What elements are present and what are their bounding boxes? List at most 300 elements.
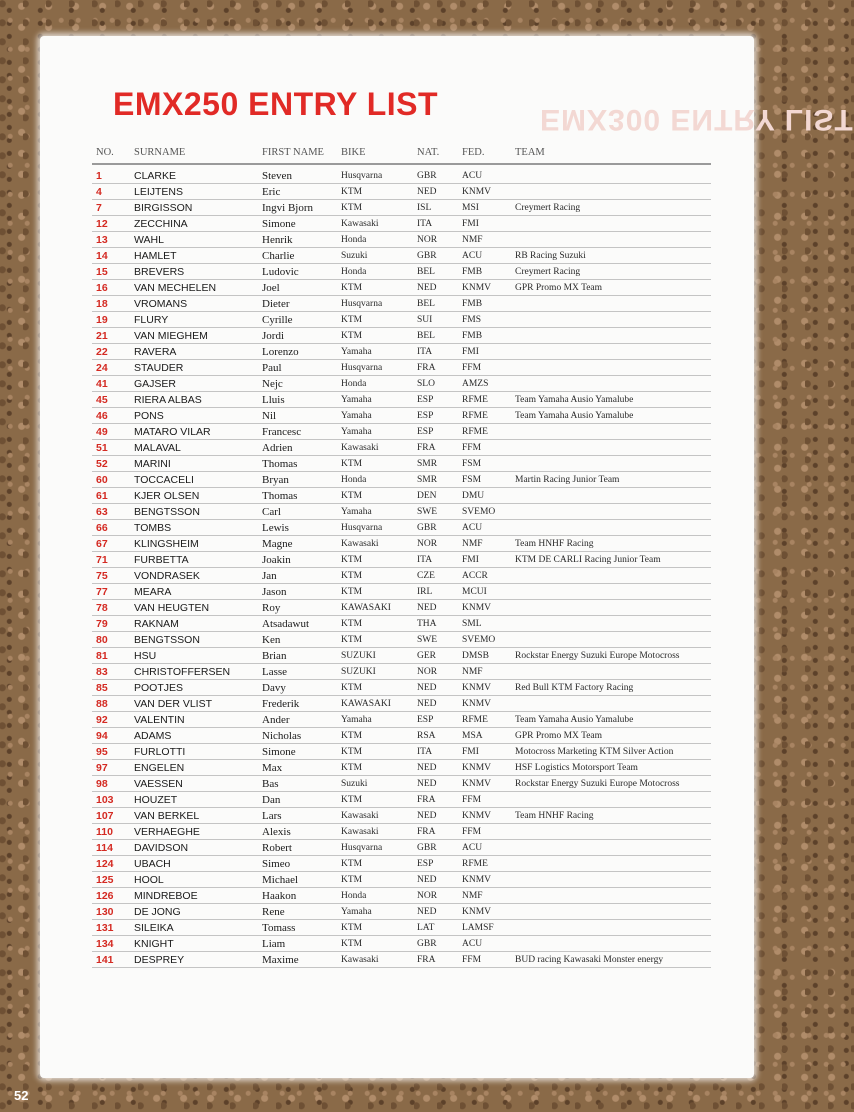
- rider-first-name: Adrien: [262, 442, 293, 454]
- rider-first-name: Steven: [262, 170, 292, 182]
- rider-first-name: Nicholas: [262, 730, 302, 742]
- rider-number: 130: [96, 906, 114, 918]
- rider-number: 77: [96, 586, 108, 598]
- table-row: [92, 952, 711, 968]
- rider-nationality: NED: [417, 699, 437, 709]
- rider-nationality: ITA: [417, 747, 433, 757]
- rider-surname: DAVIDSON: [134, 842, 189, 854]
- rider-surname: VAN MIEGHEM: [134, 330, 208, 342]
- rider-bike: KTM: [341, 795, 363, 805]
- rider-nationality: ESP: [417, 427, 434, 437]
- rider-nationality: ITA: [417, 555, 433, 565]
- table-row: [92, 616, 711, 632]
- rider-bike: Honda: [341, 475, 367, 485]
- rider-surname: MATARO VILAR: [134, 426, 211, 438]
- rider-surname: BENGTSSON: [134, 634, 200, 646]
- table-row: [92, 680, 711, 696]
- rider-nationality: ISL: [417, 203, 432, 213]
- rider-nationality: IRL: [417, 587, 433, 597]
- rider-number: 22: [96, 346, 108, 358]
- rider-number: 95: [96, 746, 108, 758]
- rider-bike: KTM: [341, 315, 363, 325]
- rider-bike: Yamaha: [341, 347, 372, 357]
- rider-number: 78: [96, 602, 108, 614]
- rider-bike: Honda: [341, 891, 367, 901]
- rider-bike: Yamaha: [341, 907, 372, 917]
- rider-first-name: Ingvi Bjorn: [262, 202, 314, 214]
- rider-team: BUD racing Kawasaki Monster energy: [515, 955, 664, 965]
- rider-first-name: Maxime: [262, 954, 299, 966]
- rider-bike: KAWASAKI: [341, 603, 391, 613]
- rider-bike: KTM: [341, 875, 363, 885]
- rider-team: Team HNHF Racing: [515, 811, 594, 821]
- table-row: [92, 312, 711, 328]
- header-team: TEAM: [515, 146, 545, 158]
- header-nat: NAT.: [417, 146, 440, 158]
- rider-surname: CLARKE: [134, 170, 177, 182]
- rider-surname: HOUZET: [134, 794, 178, 806]
- rider-first-name: Dan: [262, 794, 281, 806]
- rider-federation: KNMV: [462, 699, 492, 709]
- rider-bike: Yamaha: [341, 427, 372, 437]
- table-row: [92, 904, 711, 920]
- rider-bike: Yamaha: [341, 395, 372, 405]
- rider-federation: LAMSF: [462, 923, 494, 933]
- rider-first-name: Frederik: [262, 698, 300, 710]
- rider-federation: FMI: [462, 347, 479, 357]
- rider-number: 79: [96, 618, 108, 630]
- rider-federation: KNMV: [462, 875, 492, 885]
- header-fed: FED.: [462, 146, 485, 158]
- rider-federation: KNMV: [462, 187, 492, 197]
- rider-number: 14: [96, 250, 108, 262]
- rider-nationality: NED: [417, 683, 437, 693]
- rider-bike: KTM: [341, 459, 363, 469]
- rider-number: 107: [96, 810, 114, 822]
- rider-surname: KJER OLSEN: [134, 490, 200, 502]
- rider-surname: KNIGHT: [134, 938, 174, 950]
- rider-federation: KNMV: [462, 811, 492, 821]
- rider-team: Creymert Racing: [515, 267, 581, 277]
- rider-federation: MSI: [462, 203, 479, 213]
- rider-federation: KNMV: [462, 603, 492, 613]
- rider-bike: Husqvarna: [341, 299, 383, 309]
- table-row: [92, 744, 711, 760]
- rider-nationality: NED: [417, 907, 437, 917]
- rider-number: 51: [96, 442, 108, 454]
- rider-federation: ACU: [462, 939, 483, 949]
- rider-bike: Husqvarna: [341, 171, 383, 181]
- rider-surname: DE JONG: [134, 906, 181, 918]
- table-row: [92, 184, 711, 200]
- rider-federation: ACU: [462, 251, 483, 261]
- rider-nationality: NED: [417, 763, 437, 773]
- rider-federation: FMB: [462, 299, 483, 309]
- rider-number: 85: [96, 682, 108, 694]
- rider-nationality: NOR: [417, 539, 438, 549]
- rider-federation: DMU: [462, 491, 485, 501]
- rider-federation: DMSB: [462, 651, 489, 661]
- rider-nationality: DEN: [417, 491, 437, 501]
- rider-federation: RFME: [462, 427, 488, 437]
- rider-first-name: Robert: [262, 842, 292, 854]
- rider-bike: SUZUKI: [341, 667, 376, 677]
- rider-federation: NMF: [462, 235, 483, 245]
- rider-federation: ACU: [462, 171, 483, 181]
- rider-team: Rockstar Energy Suzuki Europe Motocross: [515, 779, 680, 789]
- rider-federation: NMF: [462, 667, 483, 677]
- rider-team: Team Yamaha Ausio Yamalube: [515, 395, 634, 405]
- rider-number: 66: [96, 522, 108, 534]
- rider-federation: NMF: [462, 891, 483, 901]
- rider-bike: KTM: [341, 571, 363, 581]
- rider-first-name: Henrik: [262, 234, 293, 246]
- rider-surname: STAUDER: [134, 362, 184, 374]
- rider-number: 81: [96, 650, 108, 662]
- table-row: [92, 664, 711, 680]
- rider-bike: KTM: [341, 331, 363, 341]
- rider-federation: RFME: [462, 411, 488, 421]
- rider-first-name: Lluis: [262, 394, 285, 406]
- rider-first-name: Jan: [262, 570, 277, 582]
- rider-surname: VAN BERKEL: [134, 810, 200, 822]
- table-row: [92, 568, 711, 584]
- table-row: [92, 728, 711, 744]
- table-row: [92, 200, 711, 216]
- rider-first-name: Charlie: [262, 250, 295, 262]
- rider-nationality: FRA: [417, 827, 436, 837]
- rider-team: Team Yamaha Ausio Yamalube: [515, 411, 634, 421]
- rider-number: 60: [96, 474, 108, 486]
- rider-federation: KNMV: [462, 779, 492, 789]
- table-row: [92, 792, 711, 808]
- rider-federation: ACU: [462, 523, 483, 533]
- rider-federation: FMB: [462, 331, 483, 341]
- table-row: [92, 920, 711, 936]
- rider-bike: Kawasaki: [341, 811, 379, 821]
- rider-surname: HOOL: [134, 874, 164, 886]
- rider-federation: FSM: [462, 459, 482, 469]
- rider-team: RB Racing Suzuki: [515, 251, 586, 261]
- rider-first-name: Lorenzo: [262, 346, 299, 358]
- rider-nationality: BEL: [417, 299, 435, 309]
- rider-number: 52: [96, 458, 108, 470]
- rider-nationality: FRA: [417, 955, 436, 965]
- rider-federation: SVEMO: [462, 507, 496, 517]
- header-bike: BIKE: [341, 146, 366, 158]
- rider-first-name: Joel: [262, 282, 280, 294]
- table-row: [92, 696, 711, 712]
- table-row: [92, 776, 711, 792]
- rider-federation: RFME: [462, 715, 488, 725]
- rider-first-name: Max: [262, 762, 283, 774]
- rider-number: 24: [96, 362, 108, 374]
- rider-first-name: Simone: [262, 218, 296, 230]
- rider-number: 63: [96, 506, 108, 518]
- rider-number: 7: [96, 202, 102, 214]
- rider-federation: FFM: [462, 363, 482, 373]
- rider-number: 83: [96, 666, 108, 678]
- rider-federation: KNMV: [462, 763, 492, 773]
- rider-first-name: Lasse: [262, 666, 288, 678]
- rider-surname: HSU: [134, 650, 157, 662]
- table-row: [92, 168, 711, 184]
- rider-team: Martin Racing Junior Team: [515, 475, 620, 485]
- table-row: [92, 408, 711, 424]
- rider-nationality: NED: [417, 603, 437, 613]
- rider-team: KTM DE CARLI Racing Junior Team: [515, 555, 661, 565]
- rider-bike: KTM: [341, 587, 363, 597]
- rider-number: 80: [96, 634, 108, 646]
- rider-first-name: Roy: [262, 602, 281, 614]
- table-row: [92, 440, 711, 456]
- rider-first-name: Thomas: [262, 458, 298, 470]
- rider-surname: DESPREY: [134, 954, 185, 966]
- rider-nationality: SUI: [417, 315, 433, 325]
- header-first-name: FIRST NAME: [262, 146, 324, 158]
- rider-federation: KNMV: [462, 907, 492, 917]
- rider-number: 92: [96, 714, 108, 726]
- rider-surname: VAN DER VLIST: [134, 698, 212, 710]
- table-row: [92, 888, 711, 904]
- rider-first-name: Lars: [262, 810, 282, 822]
- rider-federation: KNMV: [462, 283, 492, 293]
- rider-federation: SML: [462, 619, 482, 629]
- rider-first-name: Dieter: [262, 298, 290, 310]
- show-through-title: EMX300 ENTRY LIST: [540, 103, 854, 136]
- rider-first-name: Paul: [262, 362, 282, 374]
- rider-bike: Kawasaki: [341, 827, 379, 837]
- table-row: [92, 536, 711, 552]
- rider-first-name: Thomas: [262, 490, 298, 502]
- table-row: [92, 280, 711, 296]
- rider-number: 13: [96, 234, 108, 246]
- rider-first-name: Davy: [262, 682, 286, 694]
- rider-surname: WAHL: [134, 234, 164, 246]
- rider-bike: KTM: [341, 859, 363, 869]
- header-surname: SURNAME: [134, 146, 186, 158]
- rider-first-name: Bryan: [262, 474, 289, 486]
- rider-nationality: SWE: [417, 507, 438, 517]
- table-row: [92, 808, 711, 824]
- rider-surname: HAMLET: [134, 250, 177, 262]
- rider-surname: TOCCACELI: [134, 474, 194, 486]
- rider-federation: MCUI: [462, 587, 487, 597]
- rider-bike: KTM: [341, 635, 363, 645]
- rider-surname: RIERA ALBAS: [134, 394, 202, 406]
- rider-federation: FMS: [462, 315, 482, 325]
- rider-nationality: GER: [417, 651, 436, 661]
- rider-number: 124: [96, 858, 114, 870]
- table-row: [92, 584, 711, 600]
- rider-nationality: NOR: [417, 235, 438, 245]
- rider-number: 134: [96, 938, 114, 950]
- rider-bike: Kawasaki: [341, 955, 379, 965]
- rider-bike: KTM: [341, 731, 363, 741]
- rider-nationality: THA: [417, 619, 437, 629]
- rider-first-name: Bas: [262, 778, 279, 790]
- rider-bike: KTM: [341, 203, 363, 213]
- rider-bike: Husqvarna: [341, 363, 383, 373]
- rider-first-name: Rene: [262, 906, 285, 918]
- rider-bike: Honda: [341, 267, 367, 277]
- rider-bike: KTM: [341, 555, 363, 565]
- table-row: [92, 232, 711, 248]
- rider-bike: KTM: [341, 923, 363, 933]
- rider-nationality: NED: [417, 187, 437, 197]
- rider-nationality: FRA: [417, 795, 436, 805]
- table-row: [92, 344, 711, 360]
- table-row: [92, 840, 711, 856]
- rider-bike: KTM: [341, 683, 363, 693]
- rider-bike: KTM: [341, 619, 363, 629]
- rider-number: 97: [96, 762, 108, 774]
- rider-first-name: Eric: [262, 186, 281, 198]
- rider-surname: BIRGISSON: [134, 202, 193, 214]
- table-row: [92, 504, 711, 520]
- table-row: [92, 632, 711, 648]
- rider-bike: Yamaha: [341, 411, 372, 421]
- rider-surname: VAN MECHELEN: [134, 282, 217, 294]
- rider-first-name: Francesc: [262, 426, 302, 438]
- rider-federation: ACU: [462, 843, 483, 853]
- table-row: [92, 296, 711, 312]
- rider-nationality: ESP: [417, 715, 434, 725]
- rider-surname: FURBETTA: [134, 554, 189, 566]
- rider-first-name: Ludovic: [262, 266, 299, 278]
- rider-nationality: SWE: [417, 635, 438, 645]
- rider-nationality: RSA: [417, 731, 436, 741]
- rider-nationality: ITA: [417, 347, 433, 357]
- page-title: EMX250 ENTRY LIST: [113, 86, 439, 122]
- rider-number: 131: [96, 922, 114, 934]
- table-row: [92, 424, 711, 440]
- rider-number: 103: [96, 794, 114, 806]
- rider-nationality: GBR: [417, 171, 437, 181]
- rider-number: 141: [96, 954, 114, 966]
- rider-bike: Husqvarna: [341, 843, 383, 853]
- rider-nationality: NOR: [417, 891, 438, 901]
- rider-bike: KTM: [341, 763, 363, 773]
- rider-team: HSF Logistics Motorsport Team: [515, 763, 638, 773]
- rider-number: 125: [96, 874, 114, 886]
- rider-first-name: Ander: [262, 714, 290, 726]
- rider-first-name: Nejc: [262, 378, 283, 390]
- rider-federation: FMI: [462, 219, 479, 229]
- rider-surname: CHRISTOFFERSEN: [134, 666, 231, 678]
- rider-bike: Honda: [341, 379, 367, 389]
- rider-surname: VROMANS: [134, 298, 188, 310]
- rider-bike: KAWASAKI: [341, 699, 391, 709]
- rider-nationality: GBR: [417, 939, 437, 949]
- rider-number: 46: [96, 410, 108, 422]
- rider-surname: SILEIKA: [134, 922, 174, 934]
- rider-federation: RFME: [462, 859, 488, 869]
- table-row: [92, 328, 711, 344]
- table-row: [92, 376, 711, 392]
- rider-first-name: Carl: [262, 506, 281, 518]
- table-row: [92, 936, 711, 952]
- rider-nationality: FRA: [417, 443, 436, 453]
- rider-nationality: GBR: [417, 523, 437, 533]
- rider-nationality: BEL: [417, 331, 435, 341]
- table-row: [92, 392, 711, 408]
- table-row: [92, 488, 711, 504]
- rider-number: 49: [96, 426, 108, 438]
- rider-surname: KLINGSHEIM: [134, 538, 199, 550]
- rider-surname: RAVERA: [134, 346, 177, 358]
- rider-federation: ACCR: [462, 571, 488, 581]
- table-row: [92, 648, 711, 664]
- rider-number: 18: [96, 298, 108, 310]
- rider-federation: SVEMO: [462, 635, 496, 645]
- table-row: [92, 856, 711, 872]
- rider-number: 67: [96, 538, 108, 550]
- rider-first-name: Lewis: [262, 522, 289, 534]
- table-row: [92, 552, 711, 568]
- rider-nationality: NED: [417, 779, 437, 789]
- rider-bike: SUZUKI: [341, 651, 376, 661]
- rider-nationality: FRA: [417, 363, 436, 373]
- rider-first-name: Liam: [262, 938, 286, 950]
- rider-surname: UBACH: [134, 858, 171, 870]
- rider-first-name: Alexis: [262, 826, 291, 838]
- rider-federation: RFME: [462, 395, 488, 405]
- rider-nationality: GBR: [417, 843, 437, 853]
- rider-nationality: GBR: [417, 251, 437, 261]
- table-row: [92, 472, 711, 488]
- table-header: [92, 141, 711, 165]
- rider-bike: Yamaha: [341, 715, 372, 725]
- table-row: [92, 360, 711, 376]
- rider-nationality: CZE: [417, 571, 435, 581]
- rider-surname: VAN HEUGTEN: [134, 602, 210, 614]
- rider-federation: KNMV: [462, 683, 492, 693]
- rider-nationality: SMR: [417, 475, 438, 485]
- rider-bike: Suzuki: [341, 251, 368, 261]
- rider-number: 114: [96, 842, 113, 854]
- table-row: [92, 216, 711, 232]
- rider-bike: Kawasaki: [341, 539, 379, 549]
- rider-surname: MALAVAL: [134, 442, 181, 454]
- rider-surname: VERHAEGHE: [134, 826, 200, 838]
- rider-team: Team HNHF Racing: [515, 539, 594, 549]
- rider-surname: MINDREBOE: [134, 890, 198, 902]
- rider-bike: KTM: [341, 747, 363, 757]
- rider-surname: FURLOTTI: [134, 746, 186, 758]
- rider-federation: FMI: [462, 747, 479, 757]
- rider-surname: VAESSEN: [134, 778, 183, 790]
- header-no: NO.: [96, 146, 114, 158]
- table-row: [92, 248, 711, 264]
- rider-first-name: Atsadawut: [262, 618, 310, 630]
- table-row: [92, 712, 711, 728]
- rider-nationality: NED: [417, 875, 437, 885]
- rider-team: Team Yamaha Ausio Yamalube: [515, 715, 634, 725]
- rider-team: Red Bull KTM Factory Racing: [515, 683, 634, 693]
- rider-surname: LEIJTENS: [134, 186, 184, 198]
- rider-number: 88: [96, 698, 108, 710]
- table-body: [92, 168, 711, 968]
- rider-number: 4: [96, 186, 102, 198]
- table-row: [92, 760, 711, 776]
- rider-bike: KTM: [341, 187, 363, 197]
- rider-number: 61: [96, 490, 108, 502]
- rider-team: Creymert Racing: [515, 203, 581, 213]
- rider-surname: BENGTSSON: [134, 506, 200, 518]
- table-row: [92, 456, 711, 472]
- rider-surname: ENGELEN: [134, 762, 185, 774]
